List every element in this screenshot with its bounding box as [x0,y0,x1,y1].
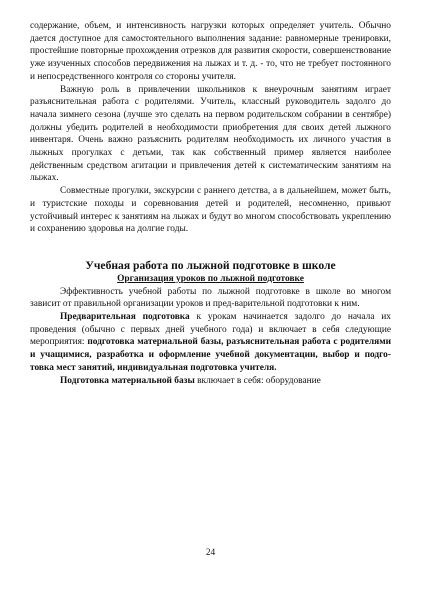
paragraph-continuation: содержание, объем, и интенсивность нагрузки которых определяет учитель. Обычно дается доступное для самостоятельного выполнения задание: равномерные тренировки, простейшие повторные прохождения отрезков для развития скорости, совершенствование уже изученных способов передвижения на лыжах и т. д. - то, что не требует постоянного и непосредственного контроля со стороны учителя. [30,21,391,82]
page-number: 24 [205,548,216,558]
page-body [30,20,391,387]
paragraph-effectiveness: Эффективность учебной работы по лыжной подготовке в школе во многом зависит от правильной организации уроков и пред-варительной подготовки к ним. [30,286,391,310]
spacer [30,236,391,258]
paragraph-material-base [30,375,391,388]
bold-lead-term: Подготовка материальной базы [60,375,195,386]
bold-lead-term: Предварительная подготовка [60,312,190,323]
section-subheading: Организация уроков по лыжной подготовке [117,273,304,284]
paragraph-preliminary-preparation [30,311,391,375]
bold-measures-list: подготовка материальной базы, разъяснительная работа с родителями и учащимися, разработка и оформление учебной документации, выбор и подго-товка мест занятий, индивидуальная подготовка учителя. [30,337,391,373]
paragraph-body-text: к урокам начинается задолго до начала их проведения (обычно с первых дней учебного года) и включает в себя следующие мероприятия: [30,312,391,348]
paragraph-joint-walks: Совместные прогулки, экскурсии с раннего детства, а в дальнейшем, может быть, и туристские походы и соревнования детей и родителей, несомненно, привьют устойчивый интерес к занятиям на лыжах и будут во многом способствовать укреплению и сохранению здоровья на долгие годы. [30,186,391,235]
section-heading: Учебная работа по лыжной подготовке в школе [85,258,336,272]
paragraph-body-text: включает в себя: оборудование [194,375,321,386]
paragraph-parents-work: Важную роль в привлечении школьников к внеурочным занятиям играет разъяснительная работа с родителями. Учитель, классный руководитель задолго до начала зимнего сезона (лучше это сделать на первом родительском собрании в сентябре) должны убедить родителей в необходимости приобретения для своих детей лыжного инвентаря. Очень важно разъяснить родителям необходимость их личного участия в лыжных прогулках с детьми, так как собственный пример является наиболее действенным средством агитации и привлечения детей к систематическим занятиям на лыжах. [30,84,391,184]
